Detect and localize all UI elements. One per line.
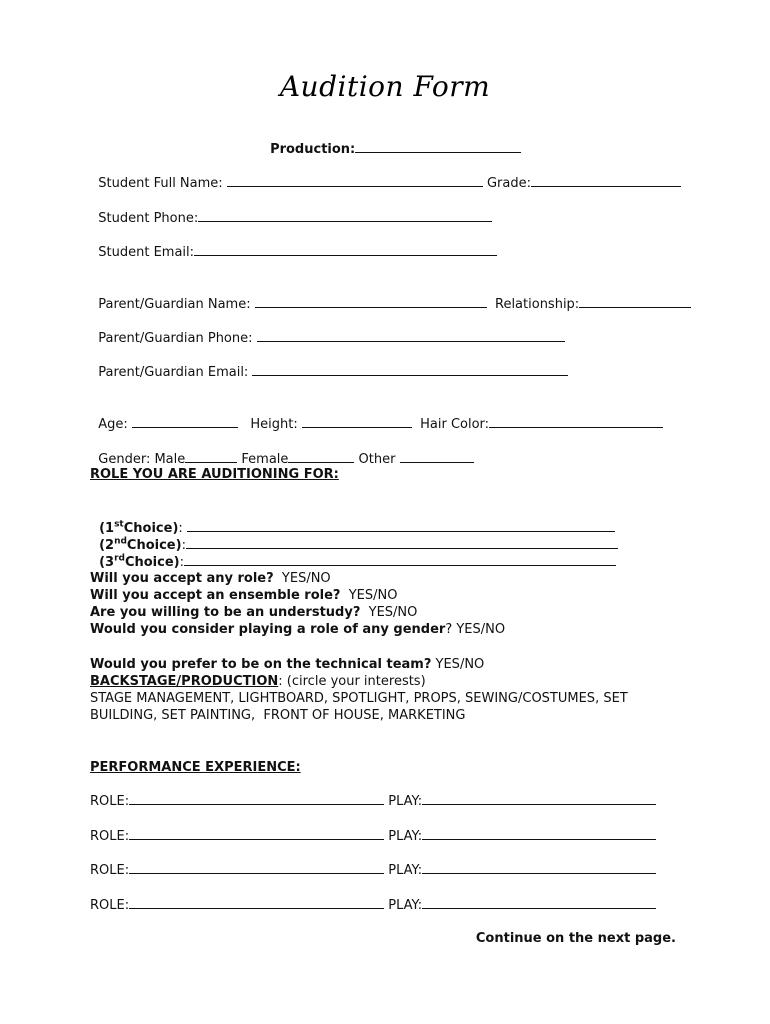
play-field[interactable] [422,792,656,805]
role-heading: ROLE YOU ARE AUDITIONING FOR: [90,467,339,482]
role-field[interactable] [129,861,384,874]
role-label: ROLE: [90,863,130,878]
age-label: Age: [98,417,128,432]
student-phone-row [90,192,492,227]
experience-row [90,827,656,845]
production-field[interactable] [355,140,521,153]
gender-female-label: Female [241,452,289,467]
continue-note: Continue on the next page. [475,931,676,946]
physical-row [90,398,663,433]
choice-sup: st [114,519,124,530]
choice-sup: nd [114,536,127,547]
choice-close: Choice) [124,555,180,570]
question-row [90,621,505,638]
parent-name-label: Parent/Guardian Name: [98,297,251,312]
gender-other-field[interactable] [400,450,474,463]
relationship-label: Relationship: [495,297,580,312]
technical-answer[interactable]: YES/NO [435,657,485,672]
choice-close: Choice) [126,538,182,553]
experience-row [90,792,656,810]
experience-row [90,861,656,879]
student-name-row [90,157,681,192]
technical-question: Would you prefer to be on the technical team? [90,657,432,672]
backstage-options-line[interactable]: STAGE MANAGEMENT, LIGHTBOARD, SPOTLIGHT, PROPS, SEWING/COSTUMES, SET [90,691,628,706]
choice-row [90,536,616,571]
role-field[interactable] [129,896,384,909]
student-name-label: Student Full Name: [98,176,223,191]
parent-name-row [90,278,691,313]
play-field[interactable] [422,896,656,909]
backstage-note: : (circle your interests) [278,674,426,689]
parent-phone-row [90,312,565,347]
parent-email-field[interactable] [252,363,568,376]
role-label: ROLE: [90,829,130,844]
question-text: Will you accept an ensemble role? [90,588,341,603]
height-field[interactable] [302,415,412,428]
student-email-row [90,226,497,261]
relationship-field[interactable] [579,295,691,308]
parent-phone-field[interactable] [257,329,565,342]
choice-colon: : [179,555,184,570]
backstage-options-line[interactable]: BUILDING, SET PAINTING, FRONT OF HOUSE, MARKETING [90,708,466,723]
student-email-label: Student Email: [98,245,195,260]
form-title: Audition Form [279,70,491,103]
question-row [90,570,331,587]
question-answer[interactable]: YES/NO [368,605,418,620]
production-label: Production: [270,142,356,157]
gender-other-label: Other [358,452,396,467]
play-label: PLAY: [388,829,423,844]
experience-row [90,896,656,914]
technical-row [90,656,484,673]
question-row [90,587,397,604]
parent-email-row [90,346,568,381]
question-answer[interactable]: ? YES/NO [445,622,506,637]
choice-close: Choice) [123,521,179,536]
parent-phone-label: Parent/Guardian Phone: [98,331,253,346]
play-field[interactable] [422,861,656,874]
student-name-field[interactable] [227,174,483,187]
choice-open: (3 [99,555,115,570]
age-field[interactable] [132,415,238,428]
choice-colon: : [178,521,183,536]
role-field[interactable] [129,827,384,840]
choice-open: (2 [99,538,115,553]
choice-open: (1 [99,521,115,536]
question-answer[interactable]: YES/NO [281,571,331,586]
gender-row [90,433,474,468]
student-phone-field[interactable] [198,209,492,222]
backstage-row [90,673,426,690]
choice-sup: rd [114,553,125,564]
experience-heading: PERFORMANCE EXPERIENCE: [90,760,301,775]
gender-female-field[interactable] [288,450,354,463]
student-email-field[interactable] [194,243,497,256]
gender-male-field[interactable] [185,450,237,463]
choice-3-field[interactable] [184,553,616,566]
question-text: Will you accept any role? [90,571,274,586]
hair-color-label: Hair Color: [420,417,490,432]
production-row [261,123,521,158]
question-answer[interactable]: YES/NO [348,588,398,603]
parent-name-field[interactable] [255,295,487,308]
grade-label: Grade: [486,176,531,191]
backstage-label: BACKSTAGE/PRODUCTION [90,674,279,689]
question-row [90,604,417,621]
question-text: Would you consider playing a role of any gender [90,622,446,637]
role-field[interactable] [129,792,384,805]
role-label: ROLE: [90,794,130,809]
choice-colon: : [181,538,186,553]
height-label: Height: [250,417,298,432]
play-label: PLAY: [388,863,423,878]
grade-field[interactable] [531,174,681,187]
play-label: PLAY: [388,794,423,809]
play-field[interactable] [422,827,656,840]
parent-email-label: Parent/Guardian Email: [98,365,249,380]
student-phone-label: Student Phone: [98,211,199,226]
play-label: PLAY: [388,898,423,913]
hair-color-field[interactable] [489,415,663,428]
gender-male-label: Gender: Male [98,452,186,467]
question-text: Are you willing to be an understudy? [90,605,361,620]
role-label: ROLE: [90,898,130,913]
